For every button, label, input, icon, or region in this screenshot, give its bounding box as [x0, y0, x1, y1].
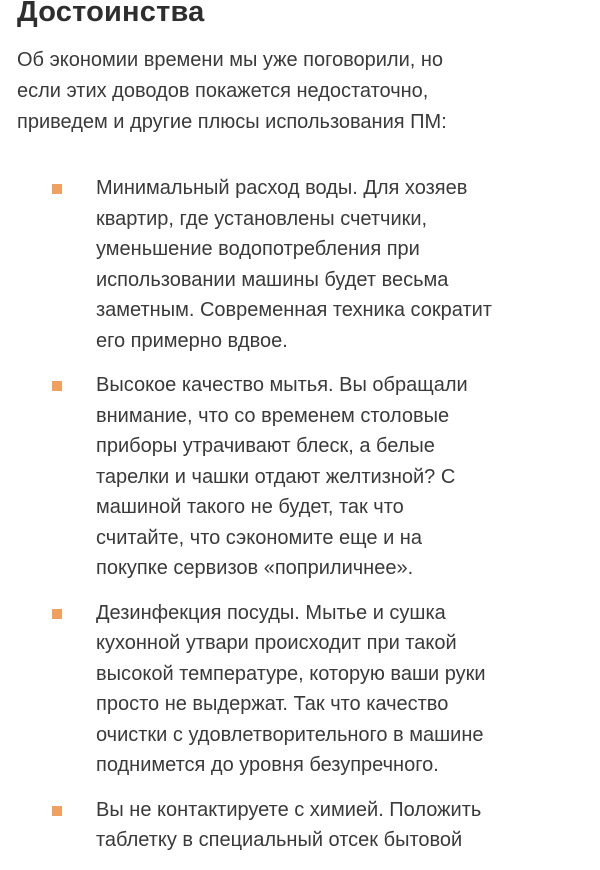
- list-item-line: очистки с удовлетворительного в машине: [96, 723, 484, 746]
- list-item-line: поднимется до уровня безупречного.: [96, 754, 439, 776]
- list-item-line: покупке сервизов «поприличнее».: [96, 557, 414, 579]
- square-bullet-icon: [52, 381, 62, 391]
- list-item-line: приборы утрачивают блеск, а белые: [96, 435, 435, 457]
- list-item-line: Дезинфекция посуды. Мытье и сушка: [96, 601, 446, 624]
- list-item-line: квартир, где установлены счетчики,: [96, 207, 428, 230]
- square-bullet-icon: [52, 806, 62, 816]
- list-item-line: машиной такого не будет, так что: [96, 496, 404, 518]
- list-item-line: уменьшение водопотребления при: [96, 238, 420, 260]
- list-item-line: кухонной утвари происходит при такой: [96, 632, 457, 654]
- intro-line: если этих доводов покажется недостаточно,: [17, 80, 429, 102]
- list-item-line: тарелки и чашки отдают желтизной? С: [96, 465, 456, 488]
- list-item-line: внимание, что со временем столовые: [96, 404, 450, 427]
- list-item: [0, 598, 600, 781]
- square-bullet-icon: [52, 609, 62, 619]
- section-heading: Достоинства: [17, 0, 205, 28]
- list-item-line: просто не выдержат. Так что качество: [96, 693, 449, 715]
- list-item-line: считайте, что сэкономите еще и на: [96, 526, 422, 549]
- list-item-line: высокой температуре, которую ваши руки: [96, 662, 486, 685]
- list-item-line: Высокое качество мытья. Вы обращали: [96, 374, 468, 396]
- list-item-line: заметным. Современная техника сократит: [96, 299, 492, 321]
- list-item-line: его примерно вдвое.: [96, 329, 288, 352]
- intro-line: Об экономии времени мы уже поговорили, но: [17, 49, 444, 71]
- intro-paragraph: [17, 45, 597, 138]
- intro-line: приведем и другие плюсы использования ПМ:: [17, 111, 447, 133]
- list-item-line: использовании машины будет весьма: [96, 268, 449, 291]
- advantages-list: [0, 173, 600, 870]
- list-item-line: Вы не контактируете с химией. Положить: [96, 798, 482, 821]
- list-item-line: таблетку в специальный отсек бытовой: [96, 829, 463, 851]
- list-item: [0, 173, 600, 356]
- square-bullet-icon: [52, 184, 62, 194]
- list-item-line: Минимальный расход воды. Для хозяев: [96, 177, 468, 199]
- list-item: [0, 370, 600, 584]
- list-item: [0, 795, 600, 856]
